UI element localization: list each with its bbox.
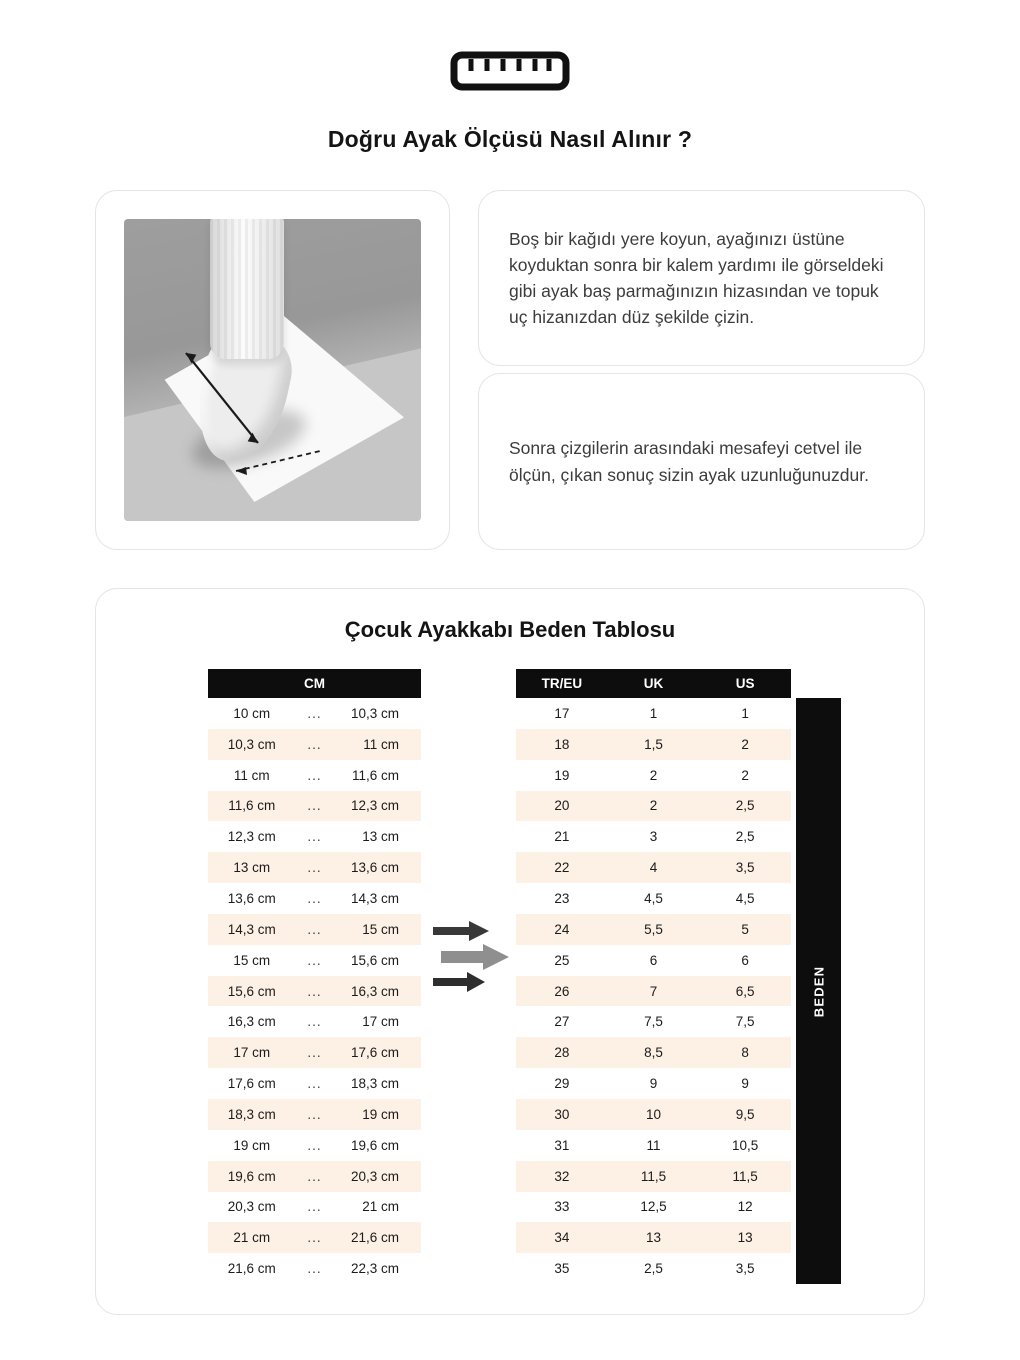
- cm-table-row: [208, 760, 421, 791]
- cm-from-value: 14,3 cm: [227, 921, 276, 937]
- range-separator: ...: [307, 1199, 322, 1215]
- range-separator: ...: [307, 1168, 322, 1184]
- range-separator: ...: [307, 798, 322, 814]
- size-value-us: 2: [741, 767, 749, 783]
- range-separator: ...: [307, 736, 322, 752]
- size-conversion-table: [516, 669, 791, 1284]
- cm-table-row: [208, 1099, 421, 1130]
- size-value-us: 4,5: [735, 890, 755, 906]
- size-table-row: [516, 1253, 791, 1284]
- cm-from-value: 19,6 cm: [227, 1168, 276, 1184]
- cm-from-value: 10 cm: [233, 705, 271, 721]
- cm-to-value: 18,3 cm: [350, 1076, 399, 1092]
- instruction-step-1-text: Boş bir kağıdı yere koyun, ayağınızı üstüne koyduktan sonra bir kalem yardımı ile görseldeki gibi ayak baş parmağınızın hizasından ve topuk uç hizanızdan düz şekilde çizin.: [509, 228, 884, 328]
- size-value-us: 7,5: [735, 1014, 755, 1030]
- size-value-uk: 7: [649, 983, 658, 999]
- cm-from-value: 18,3 cm: [227, 1106, 276, 1122]
- cm-to-value: 13 cm: [362, 829, 399, 845]
- size-value-uk: 6: [649, 952, 658, 968]
- size-value-uk: 9: [649, 1076, 658, 1092]
- cm-table: [208, 669, 421, 1284]
- range-separator: ...: [307, 1076, 322, 1092]
- cm-to-value: 14,3 cm: [350, 890, 399, 906]
- size-value-tr-eu: 22: [554, 860, 570, 876]
- size-table-row: [516, 914, 791, 945]
- cm-from-value: 10,3 cm: [227, 736, 276, 752]
- foot-measurement-photo: [124, 219, 421, 521]
- size-table-row: [516, 852, 791, 883]
- size-value-tr-eu: 30: [554, 1106, 570, 1122]
- cm-from-value: 16,3 cm: [227, 1014, 276, 1030]
- cm-from-value: 19 cm: [233, 1137, 271, 1153]
- size-table-row: [516, 821, 791, 852]
- transfer-arrows-icon: [431, 919, 517, 999]
- cm-table-row: [208, 1130, 421, 1161]
- size-value-us: 5: [741, 921, 749, 937]
- size-value-uk: 10: [645, 1106, 661, 1122]
- cm-to-value: 21,6 cm: [350, 1230, 399, 1246]
- size-value-uk: 2,5: [644, 1261, 663, 1277]
- size-value-us: 2,5: [735, 829, 755, 845]
- size-value-tr-eu: 31: [554, 1137, 570, 1153]
- cm-table-row: [208, 852, 421, 883]
- cm-to-value: 12,3 cm: [350, 798, 399, 814]
- size-value-uk: 3: [649, 829, 658, 845]
- range-separator: ...: [307, 829, 322, 845]
- cm-from-value: 20,3 cm: [227, 1199, 276, 1215]
- cm-from-value: 21,6 cm: [227, 1261, 276, 1277]
- range-separator: ...: [307, 860, 322, 876]
- size-value-tr-eu: 32: [554, 1168, 570, 1184]
- size-table-title: Çocuk Ayakkabı Beden Tablosu: [344, 617, 676, 642]
- size-value-us: 13: [737, 1230, 753, 1246]
- cm-from-value: 21 cm: [233, 1230, 271, 1246]
- cm-table-row: [208, 791, 421, 822]
- cm-table-row: [208, 821, 421, 852]
- cm-from-value: 13,6 cm: [227, 890, 276, 906]
- size-value-tr-eu: 18: [554, 736, 570, 752]
- size-value-tr-eu: 25: [554, 952, 570, 968]
- size-value-us: 9,5: [735, 1106, 755, 1122]
- cm-table-header: CM: [208, 669, 421, 698]
- size-value-us: 2,5: [735, 798, 755, 814]
- cm-table-row: [208, 1222, 421, 1253]
- cm-from-value: 11,6 cm: [228, 798, 276, 814]
- cm-table-row: [208, 1068, 421, 1099]
- size-table-row: [516, 945, 791, 976]
- size-table-row: [516, 1006, 791, 1037]
- size-value-tr-eu: 20: [554, 798, 570, 814]
- cm-table-row: [208, 1192, 421, 1223]
- cm-to-value: 13,6 cm: [350, 860, 399, 876]
- range-separator: ...: [307, 767, 322, 783]
- size-value-tr-eu: 17: [554, 705, 570, 721]
- size-value-uk: 12,5: [640, 1199, 667, 1215]
- page-title: Doğru Ayak Ölçüsü Nasıl Alınır ?: [327, 126, 693, 152]
- cm-table-row: [208, 1253, 421, 1284]
- size-value-us: 1: [741, 705, 749, 721]
- cm-table-row: [208, 945, 421, 976]
- size-value-us: 3,5: [735, 1261, 755, 1277]
- instruction-step-1: [478, 190, 925, 366]
- size-value-us: 2: [741, 736, 749, 752]
- range-separator: ...: [307, 1045, 322, 1061]
- size-value-us: 10,5: [732, 1137, 759, 1153]
- range-separator: ...: [307, 921, 322, 937]
- cm-to-value: 19 cm: [362, 1106, 399, 1122]
- size-header-tr-eu: TR/EU: [541, 676, 583, 691]
- cm-to-value: 11,6 cm: [351, 767, 399, 783]
- size-table-row: [516, 1037, 791, 1068]
- cm-table-row: [208, 1037, 421, 1068]
- size-value-uk: 2: [649, 798, 658, 814]
- range-separator: ...: [307, 1261, 322, 1277]
- range-separator: ...: [307, 1230, 322, 1246]
- cm-from-value: 13 cm: [233, 860, 271, 876]
- size-value-uk: 13: [645, 1230, 661, 1246]
- range-separator: ...: [307, 1137, 322, 1153]
- size-table-row: [516, 883, 791, 914]
- measure-arrow-icon: [124, 219, 421, 521]
- size-table-row: [516, 1192, 791, 1223]
- size-table-row: [516, 1130, 791, 1161]
- size-table-row: [516, 1068, 791, 1099]
- cm-to-value: 11 cm: [363, 736, 399, 752]
- size-value-uk: 2: [649, 767, 658, 783]
- size-table-row: [516, 698, 791, 729]
- cm-to-value: 15,6 cm: [350, 952, 399, 968]
- size-value-tr-eu: 34: [554, 1230, 570, 1246]
- size-value-us: 12: [737, 1199, 753, 1215]
- size-value-uk: 4,5: [644, 890, 663, 906]
- size-table-row: [516, 1099, 791, 1130]
- cm-to-value: 17,6 cm: [350, 1045, 399, 1061]
- size-header-us: US: [735, 676, 755, 691]
- size-value-tr-eu: 21: [554, 829, 570, 845]
- size-table-row: [516, 729, 791, 760]
- range-separator: ...: [307, 1106, 322, 1122]
- size-value-tr-eu: 24: [554, 921, 570, 937]
- range-separator: ...: [307, 983, 322, 999]
- cm-from-value: 12,3 cm: [227, 829, 276, 845]
- size-value-uk: 1,5: [644, 736, 663, 752]
- cm-to-value: 20,3 cm: [350, 1168, 399, 1184]
- size-value-us: 8: [741, 1045, 749, 1061]
- cm-table-row: [208, 1161, 421, 1192]
- cm-to-value: 22,3 cm: [350, 1261, 399, 1277]
- size-value-tr-eu: 19: [554, 767, 570, 783]
- size-value-uk: 7,5: [644, 1014, 663, 1030]
- size-value-tr-eu: 33: [554, 1199, 570, 1215]
- cm-table-row: [208, 698, 421, 729]
- cm-to-value: 10,3 cm: [350, 705, 399, 721]
- size-table-row: [516, 1161, 791, 1192]
- cm-from-value: 11 cm: [233, 767, 270, 783]
- size-value-tr-eu: 26: [554, 983, 570, 999]
- cm-to-value: 15 cm: [362, 921, 399, 937]
- size-value-tr-eu: 29: [554, 1076, 570, 1092]
- cm-table-row: [208, 976, 421, 1007]
- size-table-row: [516, 791, 791, 822]
- size-value-tr-eu: 28: [554, 1045, 570, 1061]
- size-value-tr-eu: 35: [554, 1261, 570, 1277]
- cm-from-value: 17,6 cm: [227, 1076, 276, 1092]
- range-separator: ...: [307, 952, 322, 968]
- cm-from-value: 15 cm: [233, 952, 271, 968]
- size-table-card: [95, 588, 925, 1315]
- size-value-us: 6,5: [735, 983, 755, 999]
- size-value-uk: 4: [649, 860, 658, 876]
- size-value-us: 6: [741, 952, 749, 968]
- cm-to-value: 19,6 cm: [350, 1137, 399, 1153]
- size-value-uk: 5,5: [644, 921, 663, 937]
- measurement-photo-card: [95, 190, 450, 550]
- size-table-row: [516, 1222, 791, 1253]
- size-value-us: 11,5: [732, 1168, 758, 1184]
- cm-table-row: [208, 914, 421, 945]
- cm-from-value: 17 cm: [233, 1045, 271, 1061]
- cm-table-row: [208, 883, 421, 914]
- size-value-us: 3,5: [735, 860, 755, 876]
- cm-table-row: [208, 729, 421, 760]
- size-value-uk: 8,5: [644, 1045, 663, 1061]
- size-value-uk: 11,5: [640, 1168, 667, 1184]
- cm-to-value: 17 cm: [362, 1014, 399, 1030]
- beden-side-banner: [796, 698, 841, 1284]
- size-value-tr-eu: 23: [554, 890, 570, 906]
- ruler-icon: [0, 50, 1020, 92]
- cm-to-value: 16,3 cm: [350, 983, 399, 999]
- range-separator: ...: [307, 1014, 322, 1030]
- size-table-row: [516, 976, 791, 1007]
- size-value-us: 9: [741, 1076, 749, 1092]
- size-table-body: [516, 698, 791, 1284]
- size-table-row: [516, 760, 791, 791]
- size-table-header: [516, 669, 791, 698]
- size-header-uk: UK: [643, 676, 664, 691]
- cm-from-value: 15,6 cm: [227, 983, 276, 999]
- cm-table-row: [208, 1006, 421, 1037]
- size-value-uk: 11: [646, 1137, 661, 1153]
- instruction-step-2-text: Sonra çizgilerin arasındaki mesafeyi cetvel ile ölçün, çıkan sonuç sizin ayak uzunluğunuzdur.: [509, 438, 869, 485]
- cm-table-body: [208, 698, 421, 1284]
- range-separator: ...: [307, 705, 322, 721]
- range-separator: ...: [307, 890, 322, 906]
- size-value-tr-eu: 27: [554, 1014, 570, 1030]
- beden-label: BEDEN: [811, 965, 827, 1017]
- instruction-step-2: [478, 373, 925, 550]
- cm-to-value: 21 cm: [362, 1199, 399, 1215]
- size-value-uk: 1: [649, 705, 658, 721]
